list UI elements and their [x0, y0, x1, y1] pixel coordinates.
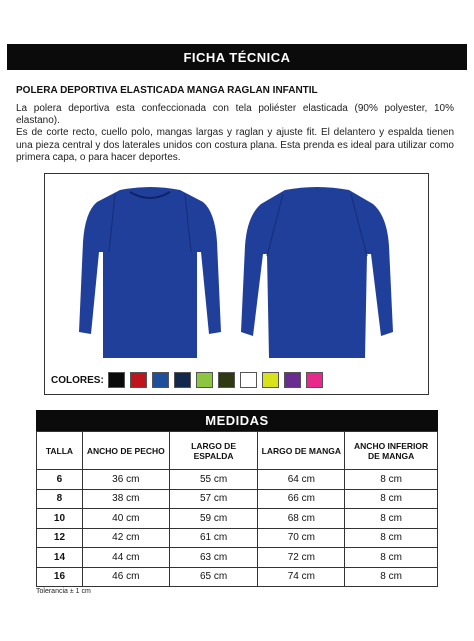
banner-title: FICHA TÉCNICA	[183, 49, 291, 65]
cell-ancho-inferior: 8 cm	[345, 470, 438, 490]
cell-largo-espalda: 61 cm	[169, 528, 258, 548]
cell-ancho-pecho: 46 cm	[82, 567, 169, 587]
cell-largo-espalda: 63 cm	[169, 548, 258, 568]
cell-largo-espalda: 57 cm	[169, 489, 258, 509]
cell-ancho-inferior: 8 cm	[345, 489, 438, 509]
cell-ancho-pecho: 36 cm	[82, 470, 169, 490]
product-title: POLERA DEPORTIVA ELASTICADA MANGA RAGLAN INFANTIL	[16, 85, 318, 96]
color-swatch-navy[interactable]	[174, 372, 191, 388]
cell-ancho-inferior: 8 cm	[345, 509, 438, 529]
cell-talla: 14	[37, 548, 83, 568]
color-swatch-white[interactable]	[240, 372, 257, 388]
description-paragraph-2: Es de corte recto, cuello polo, mangas largas y raglan y ajuste fit. El delantero y espalda tienen una pieza central y dos laterales unidos con costura plana. Esta prenda es ideal para utilizar como primera capa, o para hacer deportes.	[16, 127, 454, 163]
cell-largo-espalda: 59 cm	[169, 509, 258, 529]
table-row	[37, 509, 438, 529]
color-swatch-yellow[interactable]	[262, 372, 279, 388]
color-swatch-royal-blue[interactable]	[152, 372, 169, 388]
header-talla: TALLA	[37, 432, 83, 470]
cell-talla: 8	[37, 489, 83, 509]
cell-largo-espalda: 65 cm	[169, 567, 258, 587]
cell-largo-manga: 72 cm	[258, 548, 345, 568]
header-ancho-pecho: ANCHO DE PECHO	[82, 432, 169, 470]
color-swatch-olive[interactable]	[218, 372, 235, 388]
colors-label: COLORES:	[51, 374, 104, 386]
color-swatch-purple[interactable]	[284, 372, 301, 388]
shirt-back-shape	[241, 187, 393, 358]
cell-ancho-inferior: 8 cm	[345, 567, 438, 587]
cell-ancho-pecho: 42 cm	[82, 528, 169, 548]
cell-ancho-pecho: 44 cm	[82, 548, 169, 568]
cell-talla: 10	[37, 509, 83, 529]
product-description	[16, 103, 454, 164]
header-largo-manga: LARGO DE MANGA	[258, 432, 345, 470]
description-paragraph-1: La polera deportiva esta confeccionada con tela poliéster elasticada (90% polyester, 10% elastano).	[16, 103, 454, 127]
color-swatch-black[interactable]	[108, 372, 125, 388]
table-row	[37, 528, 438, 548]
shirt-front-shape	[79, 187, 221, 358]
cell-ancho-pecho: 40 cm	[82, 509, 169, 529]
cell-talla: 16	[37, 567, 83, 587]
cell-ancho-pecho: 38 cm	[82, 489, 169, 509]
table-header-row	[37, 432, 438, 470]
cell-talla: 12	[37, 528, 83, 548]
cell-ancho-inferior: 8 cm	[345, 528, 438, 548]
cell-largo-manga: 70 cm	[258, 528, 345, 548]
medidas-title: MEDIDAS	[205, 413, 269, 428]
cell-largo-manga: 68 cm	[258, 509, 345, 529]
ficha-tecnica-banner	[7, 44, 467, 70]
tolerance-note: Tolerancia ± 1 cm	[36, 588, 91, 595]
colors-row	[51, 372, 328, 388]
cell-talla: 6	[37, 470, 83, 490]
cell-largo-manga: 74 cm	[258, 567, 345, 587]
color-swatch-lime-green[interactable]	[196, 372, 213, 388]
cell-largo-espalda: 55 cm	[169, 470, 258, 490]
shirt-front-image	[75, 182, 225, 360]
measures-table	[36, 431, 438, 587]
header-ancho-inferior-manga: ANCHO INFERIOR DE MANGA	[345, 432, 438, 470]
table-row	[37, 567, 438, 587]
shirt-back-image	[237, 182, 397, 360]
table-row	[37, 548, 438, 568]
color-swatch-red[interactable]	[130, 372, 147, 388]
cell-ancho-inferior: 8 cm	[345, 548, 438, 568]
cell-largo-manga: 66 cm	[258, 489, 345, 509]
cell-largo-manga: 64 cm	[258, 470, 345, 490]
color-swatch-pink[interactable]	[306, 372, 323, 388]
table-row	[37, 470, 438, 490]
product-photo-panel	[44, 173, 429, 395]
medidas-header	[36, 410, 438, 431]
table-row	[37, 489, 438, 509]
header-largo-espalda: LARGO DE ESPALDA	[169, 432, 258, 470]
